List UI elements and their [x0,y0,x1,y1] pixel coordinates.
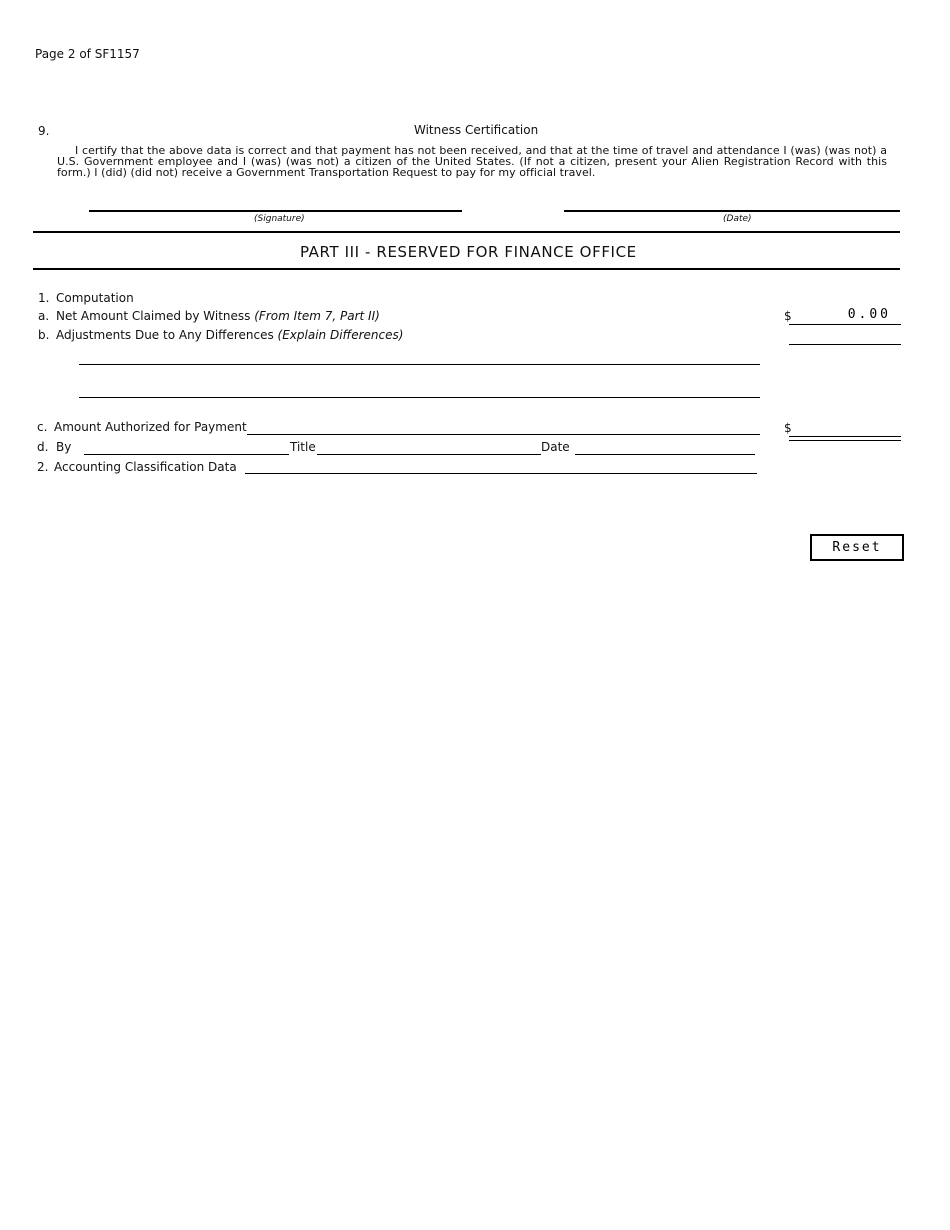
part3-bottom-rule [33,268,900,270]
item-9-number: 9. [38,124,50,138]
item-d-letter: d. [37,440,49,454]
accounting-field[interactable] [245,456,757,474]
title-label: Title [290,440,316,454]
date-line[interactable] [564,210,900,212]
part3-top-rule [33,231,900,233]
item-a-currency: $ [784,309,792,323]
part3-title: PART III - RESERVED FOR FINANCE OFFICE [300,243,637,261]
certification-text: I certify that the above data is correct and that payment has not been received, and that at the time of travel and attendance I (was) (was not) a U.S. Government employee and I (was) (was not) a citizen of the United States. (If not a citizen, present your Alien Registration Record with this form.) I (did) (did not) receive a Government Transportation Request to pay for my official travel. [57,144,887,179]
computation-label: Computation [56,291,134,305]
by-label: By [56,440,72,454]
by-field[interactable] [84,437,289,455]
computation-number: 1. [38,291,50,305]
reset-button[interactable]: Reset [810,534,904,561]
item-b-letter: b. [38,328,50,342]
witness-certification-title: Witness Certification [414,123,539,137]
explain-line-2[interactable] [79,379,760,398]
explain-line-1[interactable] [79,346,760,365]
item-c-letter: c. [37,420,48,434]
adjustments-field[interactable] [789,327,901,345]
item-2-number: 2. [37,460,49,474]
amount-authorized-field[interactable] [789,417,901,437]
date-label: (Date) [723,214,752,224]
signature-label: (Signature) [254,214,305,224]
signature-line[interactable] [89,210,462,212]
title-field[interactable] [317,437,541,455]
item-a-letter: a. [38,309,50,323]
date-field[interactable] [575,437,755,455]
double-underline [789,440,901,441]
accounting-label: Accounting Classification Data [54,460,237,474]
net-amount-field[interactable] [789,304,901,325]
item-a-label: Net Amount Claimed by Witness (From Item 7, Part II) [56,309,380,323]
item-b-label: Adjustments Due to Any Differences (Explain Differences) [56,328,404,342]
item-c-label: Amount Authorized for Payment [54,420,247,434]
item-c-currency: $ [784,421,792,435]
page-label: Page 2 of SF1157 [35,47,140,61]
date-label-d: Date [541,440,570,454]
amount-authorized-line[interactable] [247,416,760,435]
